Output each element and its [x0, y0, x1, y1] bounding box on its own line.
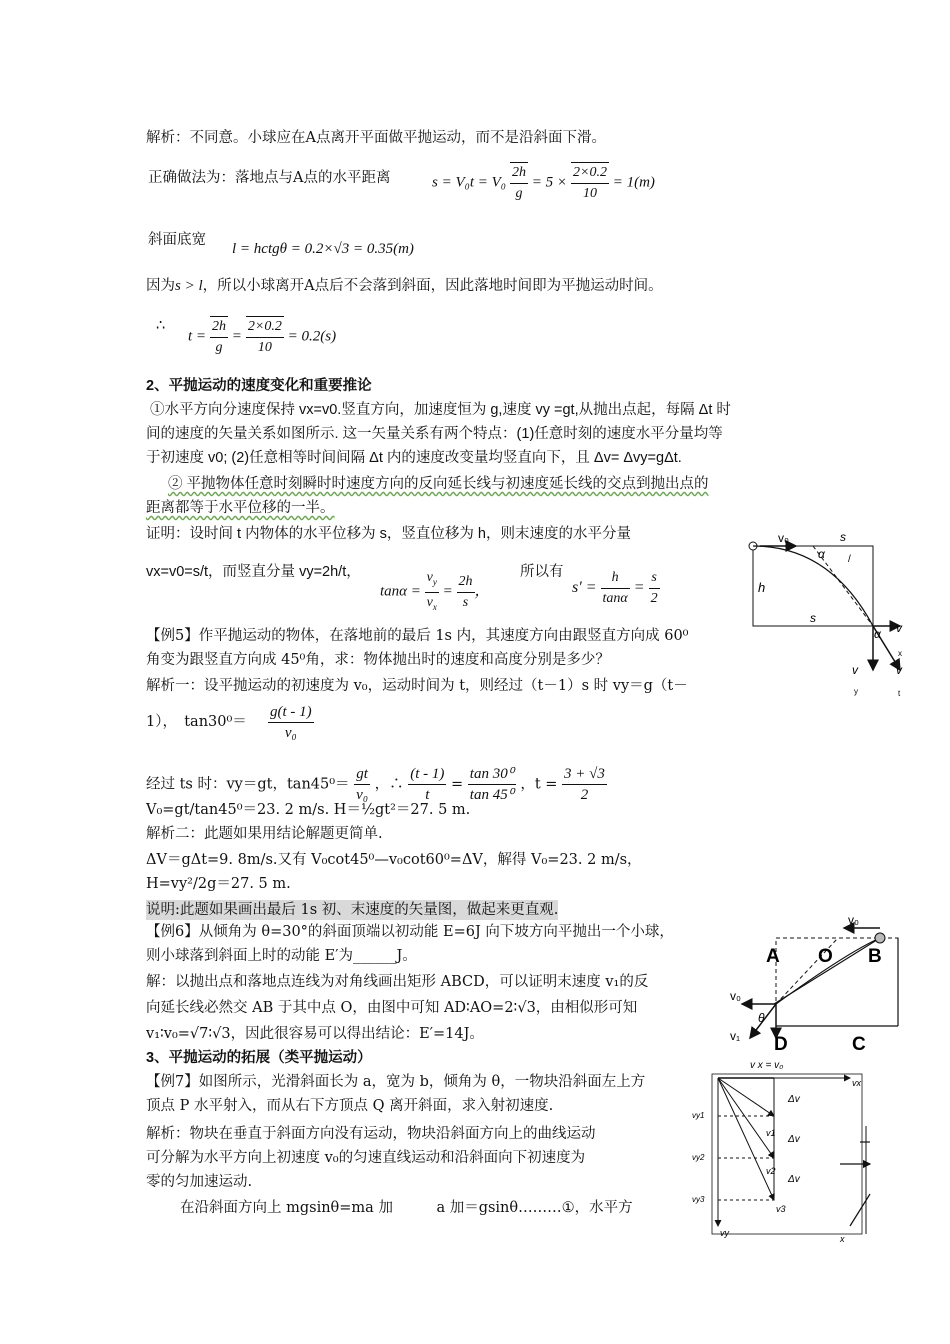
fig1-x: x [898, 649, 902, 658]
fig3-top: v x = v₀ [750, 1060, 784, 1071]
fig2-v0-top: v₀ [848, 913, 859, 927]
section2-p1-l1: ①水平方向分速度保持 vx=v0.竖直方向，加速度恒为 g,速度 vy =gt,从抛出点起，每隔 Δt 时 [150, 402, 731, 418]
fig1-vy1: v [852, 663, 858, 677]
fig3-v3: v3 [776, 1204, 786, 1214]
fig3-dv2: Δv [788, 1134, 800, 1145]
fig1-alpha-bottom: α [874, 627, 881, 641]
fig1-h: h [758, 580, 766, 595]
fig2-C: C [852, 1034, 866, 1055]
ex5-s2-l1: 解析二：此题如果用结论解题更简单. [146, 826, 383, 842]
proof-so: 所以有 [520, 564, 564, 580]
ex6-l3: 解：以抛出点和落地点连线为对角线画出矩形 ABCD，可以证明末速度 v₁的反 [146, 974, 649, 990]
section3-heading: 3、平抛运动的拓展（类平抛运动） [146, 1050, 372, 1066]
ex6-l4: 向延长线必然交 AB 于其中点 O，由图中可知 AD∶AO=2∶√3，由相似形可知 [146, 1000, 638, 1016]
correct-method-line: 正确做法为：落地点与A点的水平距离 [148, 170, 391, 186]
formula-t: t = $\frac{2h}{g}$ = $\frac{2\times 0.2}{10}$ = 0.2(s) [188, 316, 336, 358]
proof-l2: vx=v0=s/t，而竖直分量 vy=2h/t， [146, 564, 361, 580]
section2-p1-l2: 间的速度的矢量关系如图所示. 这一矢量关系有两个特点：(1)任意时刻的速度水平分量均等 [146, 426, 723, 442]
ex6-l5: v₁∶v₀=√7∶√3，因此很容易可以得出结论：E′=14J。 [146, 1026, 484, 1042]
ex6-l1: 【例6】从倾角为 θ=30°的斜面顶端以初动能 E=6J 向下坡方向平抛出一个小球， [146, 924, 674, 940]
fig2-v0-left: v₀ [730, 989, 741, 1003]
fig3-x: x [840, 1234, 845, 1244]
ex6-l2: 则小球落到斜面上时的动能 E′为______J。 [146, 948, 417, 964]
fig1-v: v [896, 621, 902, 635]
fig1-s-top: s [840, 530, 846, 544]
proof-l1: 证明：设时间 t 内物体的水平位移为 s，竖直位移为 h，则末速度的水平分量 [146, 526, 631, 542]
fig3-v2: v2 [766, 1166, 776, 1176]
ex5-s1-l3: 经过 ts 时：vy＝gt，tan45⁰＝ $\frac{gt}{\text{v₀}}$ ，∴ $\frac{(t - 1)}{t}$ = $\frac{\text{tan 30⁰}}{\text{tan 45⁰}}$ ，t = $\frac{3 + √3}{2}$ [146, 766, 605, 803]
section2-p2-l2: 距离都等于水平位移的一半。 [146, 500, 335, 516]
formula-s: s = V₀t = V₀ $\frac{2h}{g}$ = 5 × $\frac{2\times 0.2}{10}$ = 1(m) [432, 162, 655, 204]
ex7-l6: 在沿斜面方向上 mgsinθ=ma 加 a 加＝gsinθ………①，水平方 [180, 1200, 633, 1216]
ex7-l3: 解析：物块在垂直于斜面方向没有运动，物块沿斜面方向上的曲线运动 [146, 1126, 596, 1142]
fig2-A: A [766, 946, 780, 967]
section2-p1-l3: 于初速度 v0; (2)任意相等时间间隔 Δt 内的速度改变量均竖直向下，且 Δv= Δvy=gΔt. [146, 450, 682, 466]
ex5-s2-l3: H=vy²/2g＝27. 5 m. [146, 876, 291, 892]
ex5-l2: 角变为跟竖直方向成 45⁰角，求：物体抛出时的速度和高度分别是多少？ [146, 652, 610, 668]
ex5-note: 说明:此题如果画出最后 1s 初、末速度的矢量图，做起来更直观. [146, 902, 559, 918]
ex5-s1-frac: $\frac{g(t - 1)}{\text{v₀}}$ [270, 704, 312, 741]
proof-tan: tanα = $\frac{v_y}{v_x}$ = $\frac{2h}{s}$ ， [380, 570, 490, 612]
fig2-O: O [818, 946, 833, 967]
fig3-vy3: vy3 [692, 1195, 705, 1204]
section2-p2-l1: ② 平抛物体任意时刻瞬时时速度方向的反向延长线与初速度延长线的交点到抛出点的 [168, 476, 709, 492]
ex5-s1-l1: 解析一：设平抛运动的初速度为 v₀，运动时间为 t，则经过（t－1）s 时 vy＝g（t－ [146, 678, 688, 694]
ex7-l2: 顶点 P 水平射入，而从右下方顶点 Q 离开斜面，求入射初速度. [146, 1098, 554, 1114]
fig3-vy1: vy1 [692, 1111, 705, 1120]
analysis-line: 解析：不同意。小球应在A点离开平面做平抛运动，而不是沿斜面下滑。 [146, 130, 606, 146]
abcd-rectangle-diagram [728, 912, 908, 1058]
ex5-s1-l2: 1）， tan30⁰＝ [146, 714, 247, 730]
ex5-l1: 【例5】作平抛运动的物体，在落地前的最后 1s 内，其速度方向由跟竖直方向成 60⁰ [146, 628, 689, 644]
fig3-vx: vx [852, 1078, 861, 1088]
ex7-l5: 零的匀加速运动. [146, 1174, 253, 1190]
fig2-v1: v₁ [730, 1029, 741, 1043]
formula-l: l = hctgθ = 0.2×√3 = 0.35(m) [232, 241, 414, 257]
fig2-B: B [868, 946, 882, 967]
ex7-l4: 可分解为水平方向上初速度 v₀的匀速直线运动和沿斜面向下初速度为 [146, 1150, 586, 1166]
therefore-symbol: ∴ [156, 318, 166, 334]
fig1-prime: / [848, 554, 851, 565]
ex7-l1: 【例7】如图所示，光滑斜面长为 a，宽为 b，倾角为 θ，一物块沿斜面左上方 [146, 1074, 646, 1090]
projectile-proof-diagram [740, 528, 920, 708]
fig1-y: y [854, 687, 858, 696]
velocity-vector-diagram [690, 1056, 872, 1246]
ex5-s2-l2: ΔV＝gΔt=9. 8m/s.又有 V₀cot45⁰—v₀cot60⁰=ΔV，解得 V₀=23. 2 m/s， [146, 852, 642, 868]
fig1-s-bottom: s [810, 611, 816, 625]
slope-width-label: 斜面底宽 [148, 232, 206, 248]
ex5-s1-l4: V₀=gt/tan45⁰＝23. 2 m/s. H＝½gt²＝27. 5 m. [146, 802, 471, 818]
proof-result: s′ = $\frac{h}{\tan\alpha}$ = $\frac{s}{2}$ [572, 570, 658, 606]
fig1-vy2: v [896, 663, 902, 677]
fig3-vy: vy [720, 1228, 729, 1238]
fig3-v1: v1 [766, 1128, 776, 1138]
fig3-dv3: Δv [788, 1174, 800, 1185]
fig2-theta: θ [758, 1011, 765, 1025]
fig3-vy2: vy2 [692, 1153, 705, 1162]
fig2-D: D [774, 1034, 788, 1055]
because-line: 因为s > l，所以小球离开A点后不会落到斜面，因此落地时间即为平抛运动时间。 [146, 278, 663, 294]
fig1-alpha-top: α [818, 547, 825, 561]
fig1-t: t [898, 689, 901, 698]
fig1-v0: v₀ [778, 531, 789, 545]
fig3-dv1: Δv [788, 1094, 800, 1105]
section2-heading: 2、平抛运动的速度变化和重要推论 [146, 378, 372, 394]
